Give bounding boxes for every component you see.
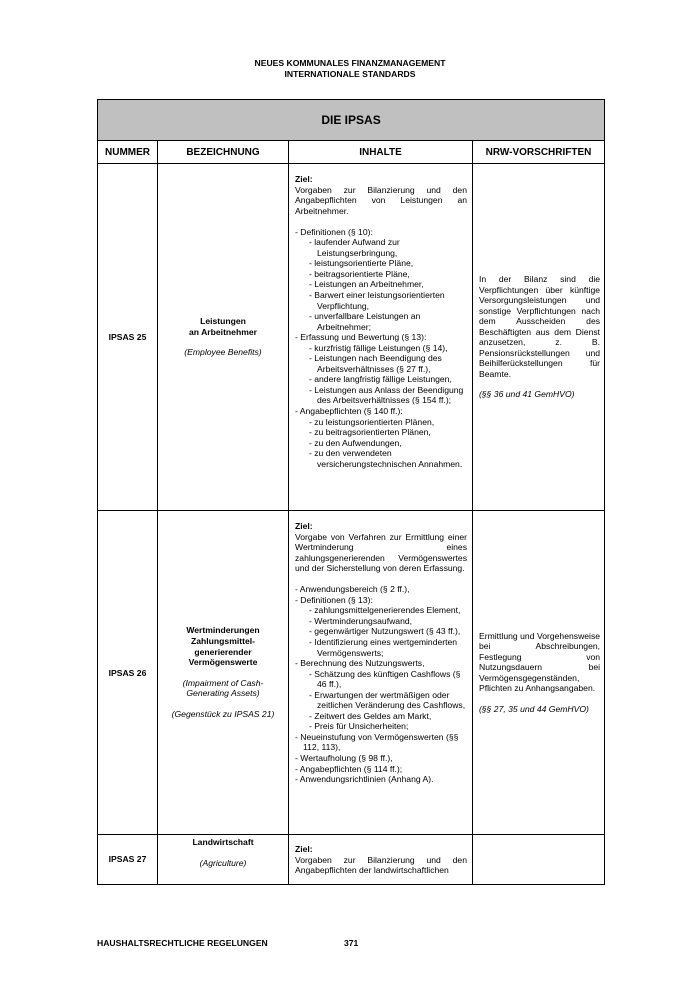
column-header-nrw: NRW-VORSCHRIFTEN xyxy=(473,141,605,164)
list-item: - zu beitragsorientierten Plänen, xyxy=(309,427,431,438)
nrw-cell xyxy=(473,835,605,885)
list-item: - Schätzung des künftigen Cashflows (§ 46 ff.), xyxy=(309,668,461,690)
list-item: - zahlungsmittelgenerierendes Element, xyxy=(309,605,461,616)
header-line-2: INTERNATIONALE STANDARDS xyxy=(284,69,416,79)
list-item: - Definitionen (§ 10): xyxy=(295,226,373,237)
name-line: generierender xyxy=(194,646,252,657)
column-header-bezeichnung: BEZEICHNUNG xyxy=(158,141,289,164)
english-name: Generating Assets) xyxy=(186,688,260,699)
list-item: - leistungsorientierte Pläne, xyxy=(309,258,414,269)
name-line: Vermögenswerte xyxy=(188,657,258,668)
nrw-text: In der Bilanz sind die Verpflichtungen über künftige Versorgungsleistungen und sonstige Verpflichtungen nach dem Ausscheiden des Beschäftigten aus dem Dienst anzusetzen, z. B. Pensionsrückstellungen und Beihilferückstellungen für Beamte. xyxy=(479,273,601,379)
standard-name xyxy=(158,835,289,885)
list-item: - zu leistungsorientierten Plänen, xyxy=(309,416,435,427)
contents-cell xyxy=(289,164,473,511)
nrw-cell xyxy=(473,511,605,835)
list-item: - Identifizierung eines wertgeminderten Vermögenswerts; xyxy=(309,636,458,658)
goal-label: Ziel: xyxy=(295,844,313,854)
list-item: - Zeitwert des Geldes am Markt, xyxy=(309,710,432,721)
column-header-row xyxy=(98,141,605,164)
goal-text: Vorgaben zur Bilanzierung und den Angabepflichten der landwirtschaftlichen xyxy=(295,854,467,876)
english-name: (Agriculture) xyxy=(199,857,247,868)
document-footer xyxy=(97,938,604,948)
table-title-row xyxy=(98,100,605,141)
list-item: - Berechnung des Nutzungswerts, xyxy=(295,658,425,669)
nrw-reference: (§§ 36 und 41 GemHVO) xyxy=(479,389,575,400)
list-item: - Barwert einer leistungsorientierten Verpflichtung, xyxy=(309,289,445,311)
standard-number: IPSAS 27 xyxy=(98,835,158,885)
list-item: - Preis für Unsicherheiten; xyxy=(309,721,409,732)
table-title: DIE IPSAS xyxy=(98,100,605,141)
list-item: - Neueinstufung von Vermögenswerten (§§ 112, 113), xyxy=(295,731,459,753)
standard-name xyxy=(158,164,289,511)
name-line: Wertminderungen xyxy=(186,625,260,636)
page-number: 371 xyxy=(344,938,359,948)
header-line-1: NEUES KOMMUNALES FINANZMANAGEMENT xyxy=(254,58,446,68)
list-item: - Angabepflichten (§ 140 ff.): xyxy=(295,405,403,416)
list-item: - Leistungen nach Beendigung des Arbeitsverhältnisses (§ 27 ff.), xyxy=(309,353,442,374)
list-item: - Anwendungsrichtlinien (Anhang A). xyxy=(295,774,434,785)
table-row xyxy=(98,835,605,885)
counterpart-note: (Gegenstück zu IPSAS 21) xyxy=(171,708,275,719)
english-name: (Employee Benefits) xyxy=(184,347,262,358)
contents-cell xyxy=(289,835,473,885)
footer-title: HAUSHALTSRECHTLICHE REGELUNGEN xyxy=(97,938,268,948)
list-item: - unverfallbare Leistungen an Arbeitnehmer; xyxy=(309,311,421,332)
list-item: - zu den verwendeten versicherungstechnischen Annahmen. xyxy=(309,448,463,469)
goal-label: Ziel: xyxy=(295,521,313,531)
name-line: Zahlungsmittel- xyxy=(191,636,255,647)
list-item: - andere langfristig fällige Leistungen, xyxy=(309,374,452,385)
list-item: - Anwendungsbereich (§ 2 ff.), xyxy=(295,584,410,595)
list-item: - Wertaufholung (§ 98 ff.), xyxy=(295,752,393,763)
standard-number: IPSAS 26 xyxy=(98,511,158,835)
goal-text: Vorgabe von Verfahren zur Ermittlung einer Wertminderung eines zahlungsgenerierenden Vermögenswertes und der Sicherstellung von deren Erfassung. xyxy=(295,531,467,574)
ipsas-table xyxy=(97,99,605,885)
contents-cell xyxy=(289,511,473,835)
standard-number: IPSAS 25 xyxy=(98,164,158,511)
nrw-cell xyxy=(473,164,605,511)
list-item: - Angabepflichten (§ 114 ff.); xyxy=(295,763,403,774)
list-item: - Erfassung und Bewertung (§ 13): xyxy=(295,332,427,343)
name-line: Landwirtschaft xyxy=(192,837,254,847)
table-row xyxy=(98,511,605,835)
list-item: - kurzfristig fällige Leistungen (§ 14), xyxy=(309,342,448,353)
list-item: - gegenwärtiger Nutzungswert (§ 43 ff.), xyxy=(309,626,461,637)
goal-text: Vorgaben zur Bilanzierung und den Angabepflichten von Leistungen an Arbeitnehmer. xyxy=(295,184,467,216)
document-header xyxy=(0,58,700,80)
nrw-reference: (§§ 27, 35 und 44 GemHVO) xyxy=(479,703,589,714)
goal-label: Ziel: xyxy=(295,174,313,184)
name-line: Leistungen xyxy=(200,316,246,327)
list-item: - Erwartungen der wertmäßigen oder zeitlichen Veränderung des Cashflows, xyxy=(309,689,466,711)
list-item: - Wertminderungsaufwand, xyxy=(309,615,413,626)
english-name: (Impairment of Cash- xyxy=(182,677,264,688)
content-list xyxy=(295,584,467,784)
standard-name xyxy=(158,511,289,835)
list-item: - Leistungen an Arbeitnehmer, xyxy=(309,279,424,290)
nrw-text: Ermittlung und Vorgehensweise bei Abschreibungen, Festlegung von Nutzungsdauern bei Vermögensgegenständen, Pflichten zu Anhangsangaben. xyxy=(479,630,601,694)
list-item: - Leistungen aus Anlass der Beendigung des Arbeitsverhältnisses (§ 154 ff.); xyxy=(309,384,464,406)
list-item: - laufender Aufwand zur Leistungserbringung, xyxy=(309,237,400,258)
content-list xyxy=(295,227,467,470)
column-header-inhalte: INHALTE xyxy=(289,141,473,164)
column-header-nummer: NUMMER xyxy=(98,141,158,164)
list-item: - beitragsorientierte Pläne, xyxy=(309,268,410,279)
list-item: - Definitionen (§ 13): xyxy=(295,594,373,605)
name-line: an Arbeitnehmer xyxy=(189,326,257,337)
list-item: - zu den Aufwendungen, xyxy=(309,437,402,448)
table-row xyxy=(98,164,605,511)
